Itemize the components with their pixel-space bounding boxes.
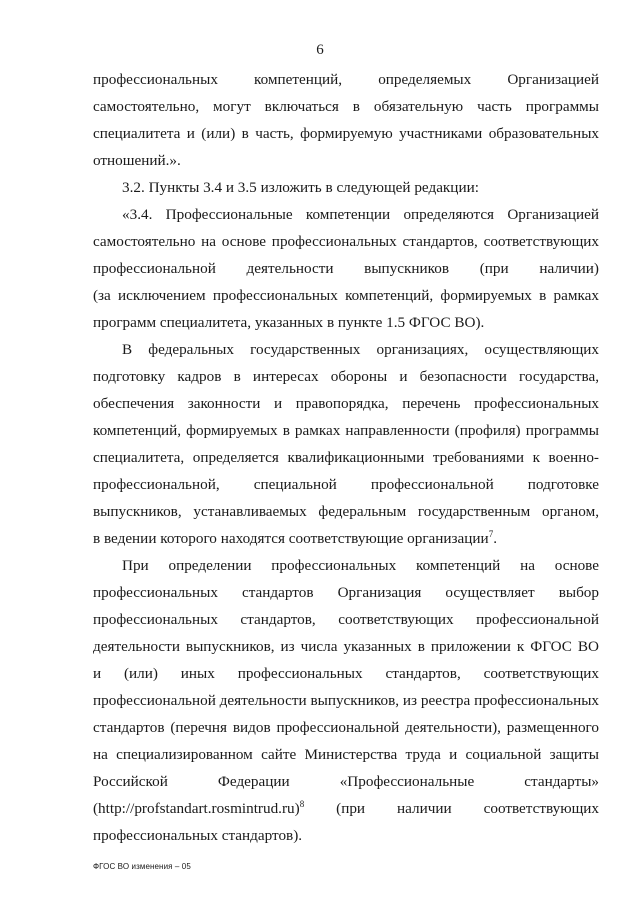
footnote-ref: 8	[299, 799, 305, 809]
text-line: «3.4. Профессиональные компетенции определяются Организацией	[122, 206, 599, 223]
text-line-with-footnote	[93, 529, 599, 549]
text-line-with-footnote	[93, 799, 599, 819]
text-line: самостоятельно, могут включаться в обязательную часть программы	[93, 98, 599, 115]
text-line: При определении профессиональных компетенций на основе	[122, 557, 599, 574]
text-line-end: .	[493, 530, 497, 547]
text-line: 3.2. Пункты 3.4 и 3.5 изложить в следующей редакции:	[122, 179, 479, 196]
text-line: В федеральных государственных организациях, осуществляющих	[122, 341, 599, 358]
text-line: профессиональных стандартов Организация осуществляет выбор	[93, 584, 599, 601]
text-line-tail: (при наличии соответствующих	[336, 800, 599, 817]
text-line: стандартов (перечня видов профессиональной деятельности), размещенного	[93, 719, 599, 736]
text-line: профессиональных стандартов, соответствующих профессиональной	[93, 611, 599, 628]
text-line: профессиональной, специальной профессиональной подготовке	[93, 476, 599, 493]
text-line: подготовку кадров в интересах обороны и безопасности государства,	[93, 368, 599, 385]
text-line: в ведении которого находятся соответствующие организации	[93, 530, 489, 547]
text-line: отношений.».	[93, 152, 181, 169]
footer-doc-code: ФГОС ВО изменения – 05	[93, 862, 191, 871]
text-line: деятельности выпускников, из числа указанных в приложении к ФГОС ВО	[93, 638, 599, 655]
text-line: компетенций, формируемых в рамках направленности (профиля) программы	[93, 422, 599, 439]
text-line: обеспечения законности и правопорядка, перечень профессиональных	[93, 395, 599, 412]
text-line: программ специалитета, указанных в пункте 1.5 ФГОС ВО).	[93, 314, 485, 331]
text-line: профессиональной деятельности выпускников (при наличии)	[93, 260, 599, 277]
text-line: самостоятельно на основе профессиональных стандартов, соответствующих	[93, 233, 599, 250]
footnote-ref: 7	[488, 529, 494, 539]
text-line: профессиональных стандартов).	[93, 827, 303, 844]
text-line: Российской Федерации «Профессиональные стандарты»	[93, 773, 599, 790]
page-number: 6	[316, 42, 324, 58]
text-line: профессиональных компетенций, определяемых Организацией	[93, 71, 599, 88]
text-line: специалитета и (или) в часть, формируемую участниками образовательных	[93, 125, 599, 142]
text-line: специалитета, определяется квалификационными требованиями к военно-	[93, 449, 599, 466]
text-line: и (или) иных профессиональных стандартов, соответствующих	[93, 665, 599, 682]
url-text: (http://profstandart.rosmintrud.ru)	[93, 800, 300, 817]
text-line: выпускников, устанавливаемых федеральным государственным органом,	[93, 503, 599, 520]
text-line: (за исключением профессиональных компетенций, формируемых в рамках	[93, 287, 599, 304]
text-line: на специализированном сайте Министерства труда и социальной защиты	[93, 746, 599, 763]
text-line: профессиональной деятельности выпускников, из реестра профессиональных	[93, 692, 599, 709]
